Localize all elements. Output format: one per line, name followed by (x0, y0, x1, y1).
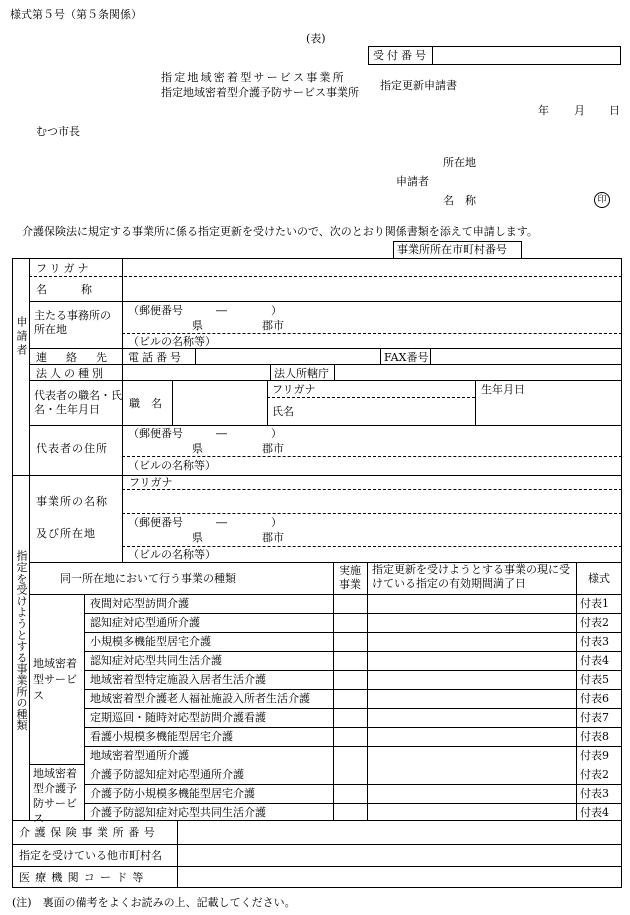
rep-postal-label: （郵便番号 ― ） (128, 427, 282, 440)
rep-furigana-label: フリガナ (272, 383, 316, 396)
service-implemented-checkbox[interactable] (335, 690, 365, 707)
title-line2: 指定地域密着型介護予防サービス事業所 (161, 86, 359, 99)
service-form: 付表9 (580, 749, 609, 762)
service-expiry-field[interactable] (369, 709, 574, 726)
service-name: 地域密着型介護老人福祉施設入所者生活介護 (90, 692, 310, 705)
office-city-label: 郡市 (262, 531, 284, 544)
col-service-type: 同一所在地において行う事業の種類 (60, 572, 236, 585)
rep-address-label: 代表者の住所 (36, 442, 108, 455)
service-implemented-checkbox[interactable] (335, 652, 365, 669)
service-name: 介護予防認知症対応型共同生活介護 (90, 806, 266, 819)
office-name-field[interactable] (124, 491, 619, 512)
applicant-name-label: 名 称 (443, 194, 476, 207)
medical-code-field[interactable] (179, 868, 619, 886)
service-expiry-field[interactable] (369, 652, 574, 669)
position-label: 職 名 (129, 397, 162, 410)
col-implemented: 実施事業 (339, 564, 361, 591)
corp-type-label: 法人の種別 (36, 367, 106, 380)
city-label: 郡市 (262, 319, 284, 332)
service-name: 地域密着型通所介護 (90, 749, 189, 762)
service-form: 付表8 (580, 730, 609, 743)
medical-code-label: 医療機関コード等 (19, 871, 149, 884)
service-form: 付表5 (580, 673, 609, 686)
service-expiry-field[interactable] (369, 595, 574, 612)
service-form: 付表2 (580, 768, 609, 781)
fax-field[interactable] (432, 349, 619, 363)
office-furigana-label: フリガナ (129, 476, 173, 489)
rep-building-label: （ビルの名称等） (128, 459, 216, 472)
service-expiry-field[interactable] (369, 614, 574, 631)
col-expiry-date: 指定更新を受けようとする事業の現に受けている指定の有効期間満了日 (372, 563, 570, 590)
service-name: 夜間対応型訪問介護 (90, 597, 189, 610)
office-location-label: 及び所在地 (36, 527, 96, 540)
rep-name-label: 氏名 (272, 405, 294, 418)
service-name: 地域密着型特定施設入居者生活介護 (90, 673, 266, 686)
corp-authority-label: 法人所轄庁 (274, 367, 329, 380)
postal-label: （郵便番号 ― ） (128, 304, 282, 317)
contact-label: 連 絡 先 (36, 351, 111, 364)
prefecture-label: 県 (192, 319, 203, 332)
applicant-side-label: 申請者 (15, 316, 28, 358)
service-expiry-field[interactable] (369, 690, 574, 707)
intro-text: 介護保険法に規定する事業所に係る指定更新を受けたいので、次のとおり関係書類を添えて申請します。 (22, 225, 538, 238)
service-form: 付表1 (580, 597, 609, 610)
service-expiry-field[interactable] (369, 766, 574, 783)
rep-prefecture-label: 県 (192, 442, 203, 455)
service-implemented-checkbox[interactable] (335, 766, 365, 783)
service-name: 介護予防小規模多機能型居宅介護 (90, 787, 255, 800)
service-expiry-field[interactable] (369, 728, 574, 745)
service-name: 看護小規模多機能型居宅介護 (90, 730, 233, 743)
date-month-label: 月 (574, 104, 585, 117)
corp-type-field[interactable] (124, 365, 267, 379)
seal-mark: 印 (594, 192, 610, 208)
title-line1: 指定地域密着型サービス事業所 (161, 71, 346, 84)
service-expiry-field[interactable] (369, 747, 574, 764)
footnote: (注) 裏面の備考をよくお読みの上、記載してください。 (12, 896, 296, 909)
insurance-number-label: 介護保険事業所番号 (19, 826, 160, 839)
form-number: 様式第５号（第５条関係） (10, 8, 142, 21)
receipt-label: 受付番号 (373, 49, 429, 62)
service-implemented-checkbox[interactable] (335, 595, 365, 612)
service-name: 認知症対応型通所介護 (90, 616, 200, 629)
other-municipality-label: 指定を受けている他市町村名 (19, 849, 162, 862)
applicant-furigana-field[interactable] (124, 259, 619, 275)
service-name: 介護予防認知症対応型通所介護 (90, 768, 244, 781)
phone-field[interactable] (197, 349, 377, 363)
service-implemented-checkbox[interactable] (335, 671, 365, 688)
building-label: （ビルの名称等） (128, 335, 216, 348)
service-name: 小規模多機能型居宅介護 (90, 635, 211, 648)
service-implemented-checkbox[interactable] (335, 747, 365, 764)
service-form: 付表3 (580, 635, 609, 648)
service-form: 付表4 (580, 806, 609, 819)
front-label: (表) (306, 32, 326, 45)
applicant-name-label-cell: 名 称 (36, 283, 96, 296)
group-community-based: 地域密着型サービス (33, 657, 77, 702)
service-name: 定期巡回・随時対応型訪問介護看護 (90, 711, 266, 724)
service-expiry-field[interactable] (369, 671, 574, 688)
office-postal-label: （郵便番号 ― ） (128, 516, 282, 529)
municipality-code-label: 事業所所在市町村番号 (397, 243, 507, 256)
title-suffix: 指定更新申請書 (380, 79, 457, 92)
applicant-label: 申請者 (396, 175, 429, 188)
date-year-label: 年 (538, 104, 549, 117)
municipality-code-field[interactable] (522, 241, 621, 258)
col-form: 様式 (588, 572, 610, 585)
office-side-label: 指定を受けようとする事業所の種類 (15, 550, 28, 731)
group-preventive: 地域密着型介護予防サービス (33, 767, 77, 825)
service-implemented-checkbox[interactable] (335, 614, 365, 631)
office-name-label: 事業所の名称 (36, 495, 108, 508)
service-implemented-checkbox[interactable] (335, 728, 365, 745)
furigana-label: フリガナ (36, 262, 92, 275)
service-name: 認知症対応型共同生活介護 (90, 654, 222, 667)
service-expiry-field[interactable] (369, 785, 574, 802)
main-office-label: 主たる事務所の所在地 (34, 309, 111, 336)
other-municipality-field[interactable] (179, 846, 619, 865)
rep-label: 代表者の職名・氏名・生年月日 (34, 389, 122, 416)
addressee: むつ市長 (36, 125, 80, 138)
applicant-name-field[interactable] (124, 278, 619, 300)
service-implemented-checkbox[interactable] (335, 804, 365, 821)
service-form: 付表7 (580, 711, 609, 724)
service-expiry-field[interactable] (369, 633, 574, 650)
service-expiry-field[interactable] (369, 804, 574, 821)
service-form: 付表6 (580, 692, 609, 705)
service-implemented-checkbox[interactable] (335, 785, 365, 802)
birthdate-label: 生年月日 (481, 383, 525, 396)
service-form: 付表3 (580, 787, 609, 800)
office-prefecture-label: 県 (192, 531, 203, 544)
position-field[interactable] (174, 382, 265, 423)
rep-city-label: 郡市 (262, 442, 284, 455)
receipt-number-field[interactable] (434, 48, 618, 63)
date-day-label: 日 (609, 104, 620, 117)
applicant-address-label: 所在地 (443, 156, 476, 169)
service-implemented-checkbox[interactable] (335, 709, 365, 726)
service-implemented-checkbox[interactable] (335, 633, 365, 650)
service-form: 付表4 (580, 654, 609, 667)
corp-authority-field[interactable] (336, 365, 619, 379)
phone-label: 電話番号 (128, 351, 184, 364)
insurance-number-field[interactable] (179, 822, 619, 842)
fax-label: FAX番号 (384, 351, 429, 364)
rep-name-field[interactable] (300, 399, 472, 423)
service-form: 付表2 (580, 616, 609, 629)
office-building-label: （ビルの名称等） (128, 548, 216, 561)
birthdate-field[interactable] (477, 398, 619, 423)
